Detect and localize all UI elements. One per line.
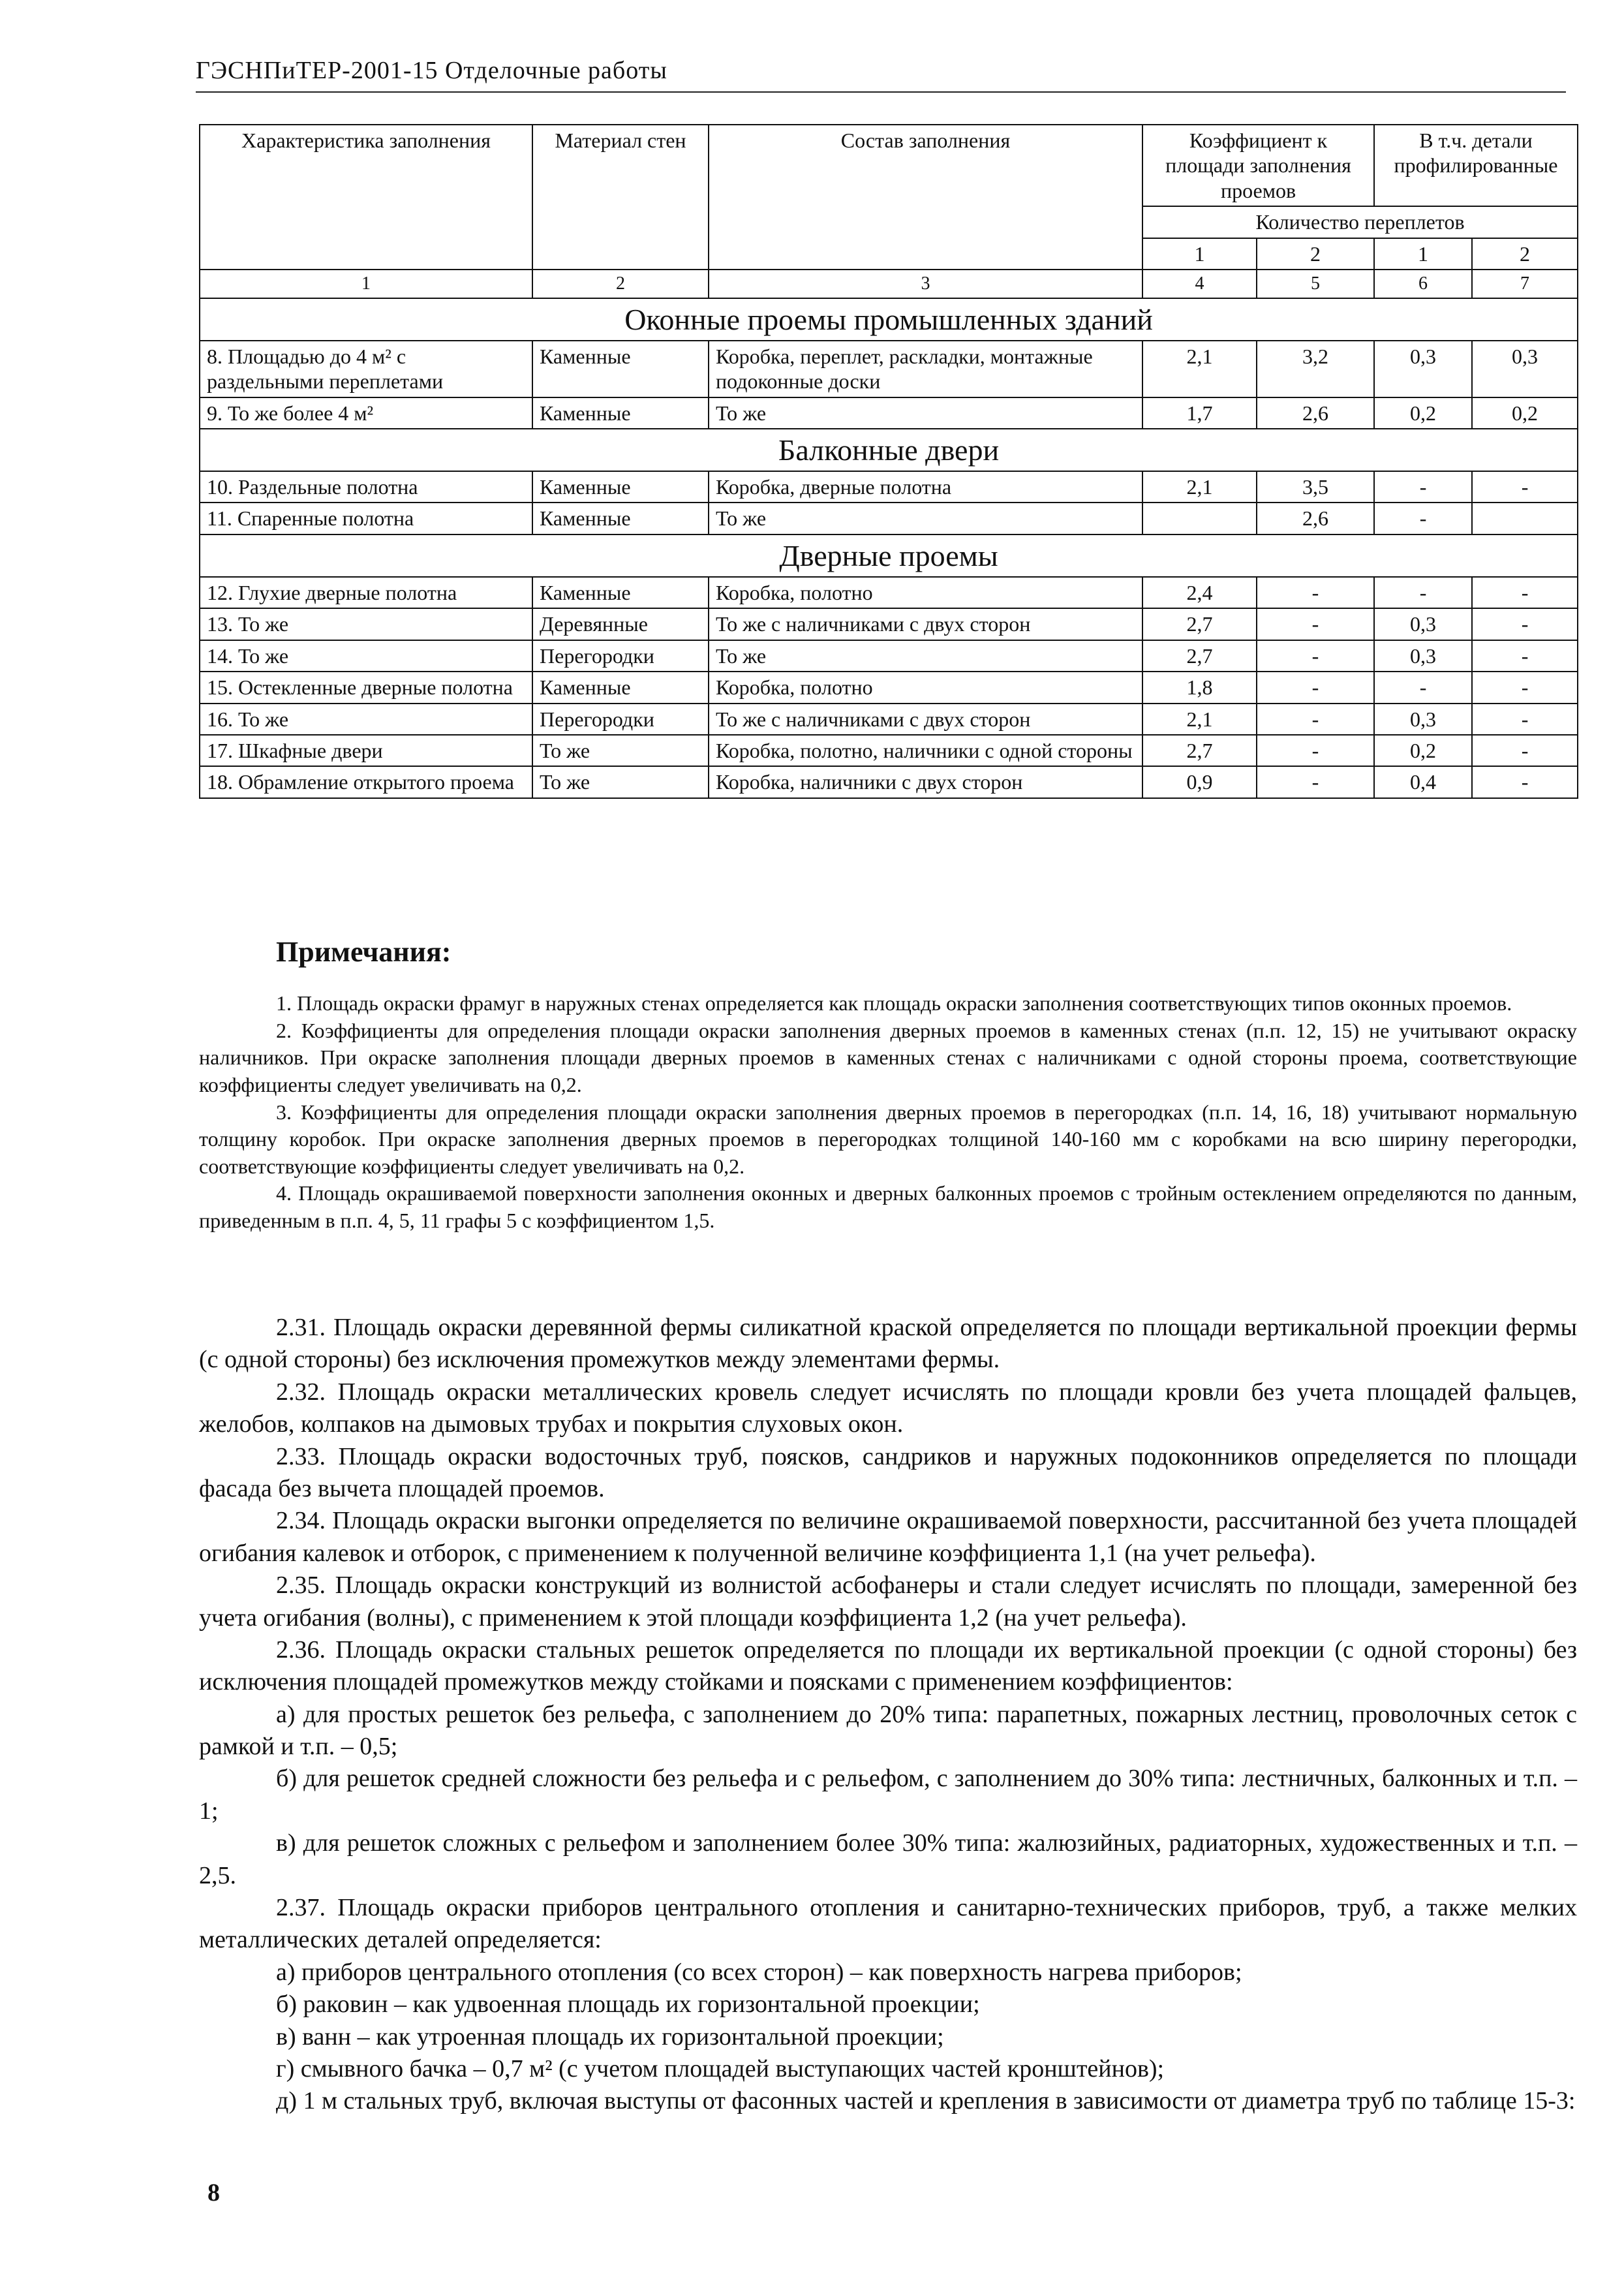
row-detail-1: 0,3 bbox=[1374, 704, 1472, 735]
header-wall-material: Материал стен bbox=[532, 125, 709, 270]
row-detail-2: - bbox=[1472, 608, 1578, 640]
row-coef-1: 2,7 bbox=[1142, 735, 1257, 766]
section-title: Дверные проемы bbox=[200, 534, 1578, 577]
row-description: 14. То же bbox=[200, 640, 532, 672]
row-coef-1: 2,4 bbox=[1142, 577, 1257, 608]
body-paragraph: 2.31. Площадь окраски деревянной фермы силикатной краской определяется по площади вертикальной проекции фермы (с одной стороны) без исключения промежутков между элементами фермы. bbox=[199, 1314, 1577, 1374]
row-coef-2: 3,2 bbox=[1257, 341, 1374, 397]
row-description: 9. То же более 4 м² bbox=[200, 397, 532, 429]
table-row bbox=[200, 503, 1578, 534]
table-row bbox=[200, 704, 1578, 735]
note-item: 2. Коэффициенты для определения площади окраски заполнения дверных проемов в каменных стенах (п.п. 12, 15) не учитывают окраску наличников. При окраске заполнения площади дверных проемов в каменных стенах с наличниками с одной стороны проема, соответствующие коэффициенты следует увеличивать на 0,2. bbox=[199, 1018, 1577, 1096]
row-wall-material: Каменные bbox=[532, 397, 709, 429]
column-number: 3 bbox=[709, 270, 1142, 298]
body-paragraph: 2.36. Площадь окраски стальных решеток определяется по площади их вертикальной проекции (с одной стороны) без исключения площадей промежутков между стойками и поясками с применением коэффициентов: bbox=[199, 1635, 1577, 1696]
table-row bbox=[200, 608, 1578, 640]
table-row bbox=[200, 640, 1578, 672]
body-text bbox=[199, 1312, 1577, 2118]
row-detail-1: - bbox=[1374, 577, 1472, 608]
table-row bbox=[200, 471, 1578, 503]
row-coef-1: 2,1 bbox=[1142, 471, 1257, 503]
row-description: 17. Шкафные двери bbox=[200, 735, 532, 766]
notes-section bbox=[199, 933, 1577, 1235]
row-description: 13. То же bbox=[200, 608, 532, 640]
header-frames-2: 2 bbox=[1257, 238, 1374, 270]
row-detail-1: 0,2 bbox=[1374, 397, 1472, 429]
header-coefficient: Коэффициент к площади заполнения проемов bbox=[1142, 125, 1374, 206]
body-paragraph: 2.33. Площадь окраски водосточных труб, поясков, сандриков и наружных подоконников определяется по площади фасада без вычета площадей проемов. bbox=[199, 1442, 1577, 1502]
row-coef-2: - bbox=[1257, 640, 1374, 672]
column-number: 5 bbox=[1257, 270, 1374, 298]
section-row bbox=[200, 298, 1578, 341]
row-description: 16. То же bbox=[200, 704, 532, 735]
row-wall-material: Каменные bbox=[532, 672, 709, 703]
row-detail-1: 0,3 bbox=[1374, 341, 1472, 397]
row-detail-1: 0,4 bbox=[1374, 766, 1472, 798]
coefficient-table bbox=[199, 124, 1578, 799]
row-coef-1: 2,7 bbox=[1142, 608, 1257, 640]
row-coef-1: 1,8 bbox=[1142, 672, 1257, 703]
body-paragraph: 2.34. Площадь окраски выгонки определяется по величине окрашиваемой поверхности, рассчитанной без учета площадей огибания калевок и отборок, с применением к полученной величине коэффициента 1,1 (на учет рельефа). bbox=[199, 1507, 1577, 1567]
row-detail-2 bbox=[1472, 503, 1578, 534]
row-composition: Коробка, наличники с двух сторон bbox=[709, 766, 1142, 798]
row-coef-1: 1,7 bbox=[1142, 397, 1257, 429]
body-paragraph: д) 1 м стальных труб, включая выступы от фасонных частей и крепления в зависимости от диаметра труб по таблице 15-3: bbox=[276, 2087, 1576, 2115]
page-number: 8 bbox=[207, 2179, 220, 2207]
table-body bbox=[200, 298, 1578, 798]
row-detail-2: - bbox=[1472, 640, 1578, 672]
table-row bbox=[200, 672, 1578, 703]
row-wall-material: То же bbox=[532, 735, 709, 766]
row-detail-1: - bbox=[1374, 503, 1472, 534]
body-paragraph: 2.35. Площадь окраски конструкций из волнистой асбофанеры и стали следует исчислять по площади, замеренной без учета огибания (волны), с применением к этой площади коэффициента 1,2 (на учет рельефа). bbox=[199, 1572, 1577, 1632]
row-detail-2: - bbox=[1472, 672, 1578, 703]
row-coef-2: - bbox=[1257, 672, 1374, 703]
row-detail-2: - bbox=[1472, 704, 1578, 735]
table-row bbox=[200, 766, 1578, 798]
body-paragraph: в) ванн – как утроенная площадь их горизонтальной проекции; bbox=[276, 2022, 944, 2051]
row-coef-2: - bbox=[1257, 704, 1374, 735]
note-item: 3. Коэффициенты для определения площади окраски заполнения дверных проемов в перегородках (п.п. 14, 16, 18) учитывают нормальную толщину коробок. При окраске заполнения дверных проемов в перегородках толщиной 140-160 мм с коробками на всю ширину перегородки, соответствующие коэффициенты следует увеличивать на 0,2. bbox=[199, 1100, 1577, 1178]
body-paragraph: г) смывного бачка – 0,7 м² (с учетом площадей выступающих частей кронштейнов); bbox=[276, 2054, 1165, 2083]
row-composition: То же с наличниками с двух сторон bbox=[709, 608, 1142, 640]
row-detail-1: 0,2 bbox=[1374, 735, 1472, 766]
row-wall-material: То же bbox=[532, 766, 709, 798]
row-composition: Коробка, полотно bbox=[709, 577, 1142, 608]
row-detail-1: - bbox=[1374, 672, 1472, 703]
section-title: Оконные проемы промышленных зданий bbox=[200, 298, 1578, 341]
row-wall-material: Деревянные bbox=[532, 608, 709, 640]
column-number: 7 bbox=[1472, 270, 1578, 298]
row-coef-2: - bbox=[1257, 608, 1374, 640]
table-row bbox=[200, 397, 1578, 429]
row-composition: Коробка, дверные полотна bbox=[709, 471, 1142, 503]
header-profiled-details: В т.ч. детали профилированные bbox=[1374, 125, 1578, 206]
row-composition: То же bbox=[709, 503, 1142, 534]
row-description: 12. Глухие дверные полотна bbox=[200, 577, 532, 608]
row-composition: То же bbox=[709, 640, 1142, 672]
row-coef-2: 3,5 bbox=[1257, 471, 1374, 503]
row-description: 11. Спаренные полотна bbox=[200, 503, 532, 534]
row-detail-2: - bbox=[1472, 735, 1578, 766]
row-coef-1: 0,9 bbox=[1142, 766, 1257, 798]
row-composition: Коробка, полотно bbox=[709, 672, 1142, 703]
row-description: 8. Площадью до 4 м² с раздельными переплетами bbox=[200, 341, 532, 397]
row-composition: Коробка, полотно, наличники с одной стороны bbox=[709, 735, 1142, 766]
row-detail-1: 0,3 bbox=[1374, 608, 1472, 640]
body-paragraph: б) для решеток средней сложности без рельефа и с рельефом, с заполнением до 30% типа: лестничных, балконных и т.п. – 1; bbox=[199, 1765, 1577, 1825]
table-row bbox=[200, 735, 1578, 766]
header-composition: Состав заполнения bbox=[709, 125, 1142, 270]
row-coef-2: 2,6 bbox=[1257, 397, 1374, 429]
row-detail-2: - bbox=[1472, 577, 1578, 608]
row-wall-material: Каменные bbox=[532, 471, 709, 503]
row-coef-1: 2,1 bbox=[1142, 704, 1257, 735]
row-description: 18. Обрамление открытого проема bbox=[200, 766, 532, 798]
body-paragraph: а) для простых решеток без рельефа, с заполнением до 20% типа: парапетных, пожарных лестниц, проволочных сеток с рамкой и т.п. – 0,5; bbox=[199, 1700, 1577, 1761]
header-frames-4: 2 bbox=[1472, 238, 1578, 270]
row-detail-1: 0,3 bbox=[1374, 640, 1472, 672]
row-wall-material: Каменные bbox=[532, 577, 709, 608]
section-title: Балконные двери bbox=[200, 429, 1578, 471]
table-row bbox=[200, 577, 1578, 608]
row-coef-1: 2,7 bbox=[1142, 640, 1257, 672]
row-coef-1 bbox=[1142, 503, 1257, 534]
section-row bbox=[200, 429, 1578, 471]
row-wall-material: Перегородки bbox=[532, 640, 709, 672]
column-number: 6 bbox=[1374, 270, 1472, 298]
row-description: 15. Остекленные дверные полотна bbox=[200, 672, 532, 703]
row-coef-2: 2,6 bbox=[1257, 503, 1374, 534]
table-row bbox=[200, 341, 1578, 397]
header-frame-count: Количество переплетов bbox=[1142, 206, 1578, 238]
header-frames-3: 1 bbox=[1374, 238, 1472, 270]
row-composition: Коробка, переплет, раскладки, монтажные подоконные доски bbox=[709, 341, 1142, 397]
notes-title: Примечания: bbox=[276, 936, 452, 968]
header-frames-1: 1 bbox=[1142, 238, 1257, 270]
notes-list bbox=[199, 990, 1577, 1234]
row-detail-1: - bbox=[1374, 471, 1472, 503]
row-detail-2: 0,3 bbox=[1472, 341, 1578, 397]
header-characteristic: Характеристика заполнения bbox=[200, 125, 532, 270]
section-row bbox=[200, 534, 1578, 577]
row-detail-2: - bbox=[1472, 766, 1578, 798]
row-composition: То же bbox=[709, 397, 1142, 429]
row-coef-2: - bbox=[1257, 735, 1374, 766]
column-number: 1 bbox=[200, 270, 532, 298]
row-detail-2: - bbox=[1472, 471, 1578, 503]
row-coef-1: 2,1 bbox=[1142, 341, 1257, 397]
row-composition: То же с наличниками с двух сторон bbox=[709, 704, 1142, 735]
note-item: 4. Площадь окрашиваемой поверхности заполнения оконных и дверных балконных проемов с тройным остеклением определяются по данным, приведенным в п.п. 4, 5, 11 графы 5 с коэффициентом 1,5. bbox=[199, 1181, 1577, 1232]
page-header: ГЭСНПиТЕР-2001-15 Отделочные работы bbox=[196, 57, 667, 84]
row-coef-2: - bbox=[1257, 577, 1374, 608]
body-paragraph: в) для решеток сложных с рельефом и заполнением более 30% типа: жалюзийных, радиаторных, художественных и т.п. – 2,5. bbox=[199, 1829, 1577, 1889]
body-paragraph: б) раковин – как удвоенная площадь их горизонтальной проекции; bbox=[276, 1990, 980, 2019]
row-wall-material: Перегородки bbox=[532, 704, 709, 735]
row-wall-material: Каменные bbox=[532, 341, 709, 397]
note-item: 1. Площадь окраски фрамуг в наружных стенах определяется как площадь окраски заполнения соответствующих типов оконных проемов. bbox=[276, 991, 1512, 1015]
body-paragraph: 2.32. Площадь окраски металлических кровель следует исчислять по площади кровли без учета площадей фальцев, желобов, колпаков на дымовых трубах и покрытия слуховых окон. bbox=[199, 1378, 1577, 1438]
body-paragraph: а) приборов центрального отопления (со всех сторон) – как поверхность нагрева приборов; bbox=[276, 1958, 1242, 1986]
row-wall-material: Каменные bbox=[532, 503, 709, 534]
row-coef-2: - bbox=[1257, 766, 1374, 798]
column-number: 2 bbox=[532, 270, 709, 298]
body-paragraph: 2.37. Площадь окраски приборов центрального отопления и санитарно-технических приборов, труб, а также мелких металлических деталей определяется: bbox=[199, 1894, 1577, 1954]
row-detail-2: 0,2 bbox=[1472, 397, 1578, 429]
row-description: 10. Раздельные полотна bbox=[200, 471, 532, 503]
header-rule bbox=[196, 91, 1566, 93]
column-number: 4 bbox=[1142, 270, 1257, 298]
